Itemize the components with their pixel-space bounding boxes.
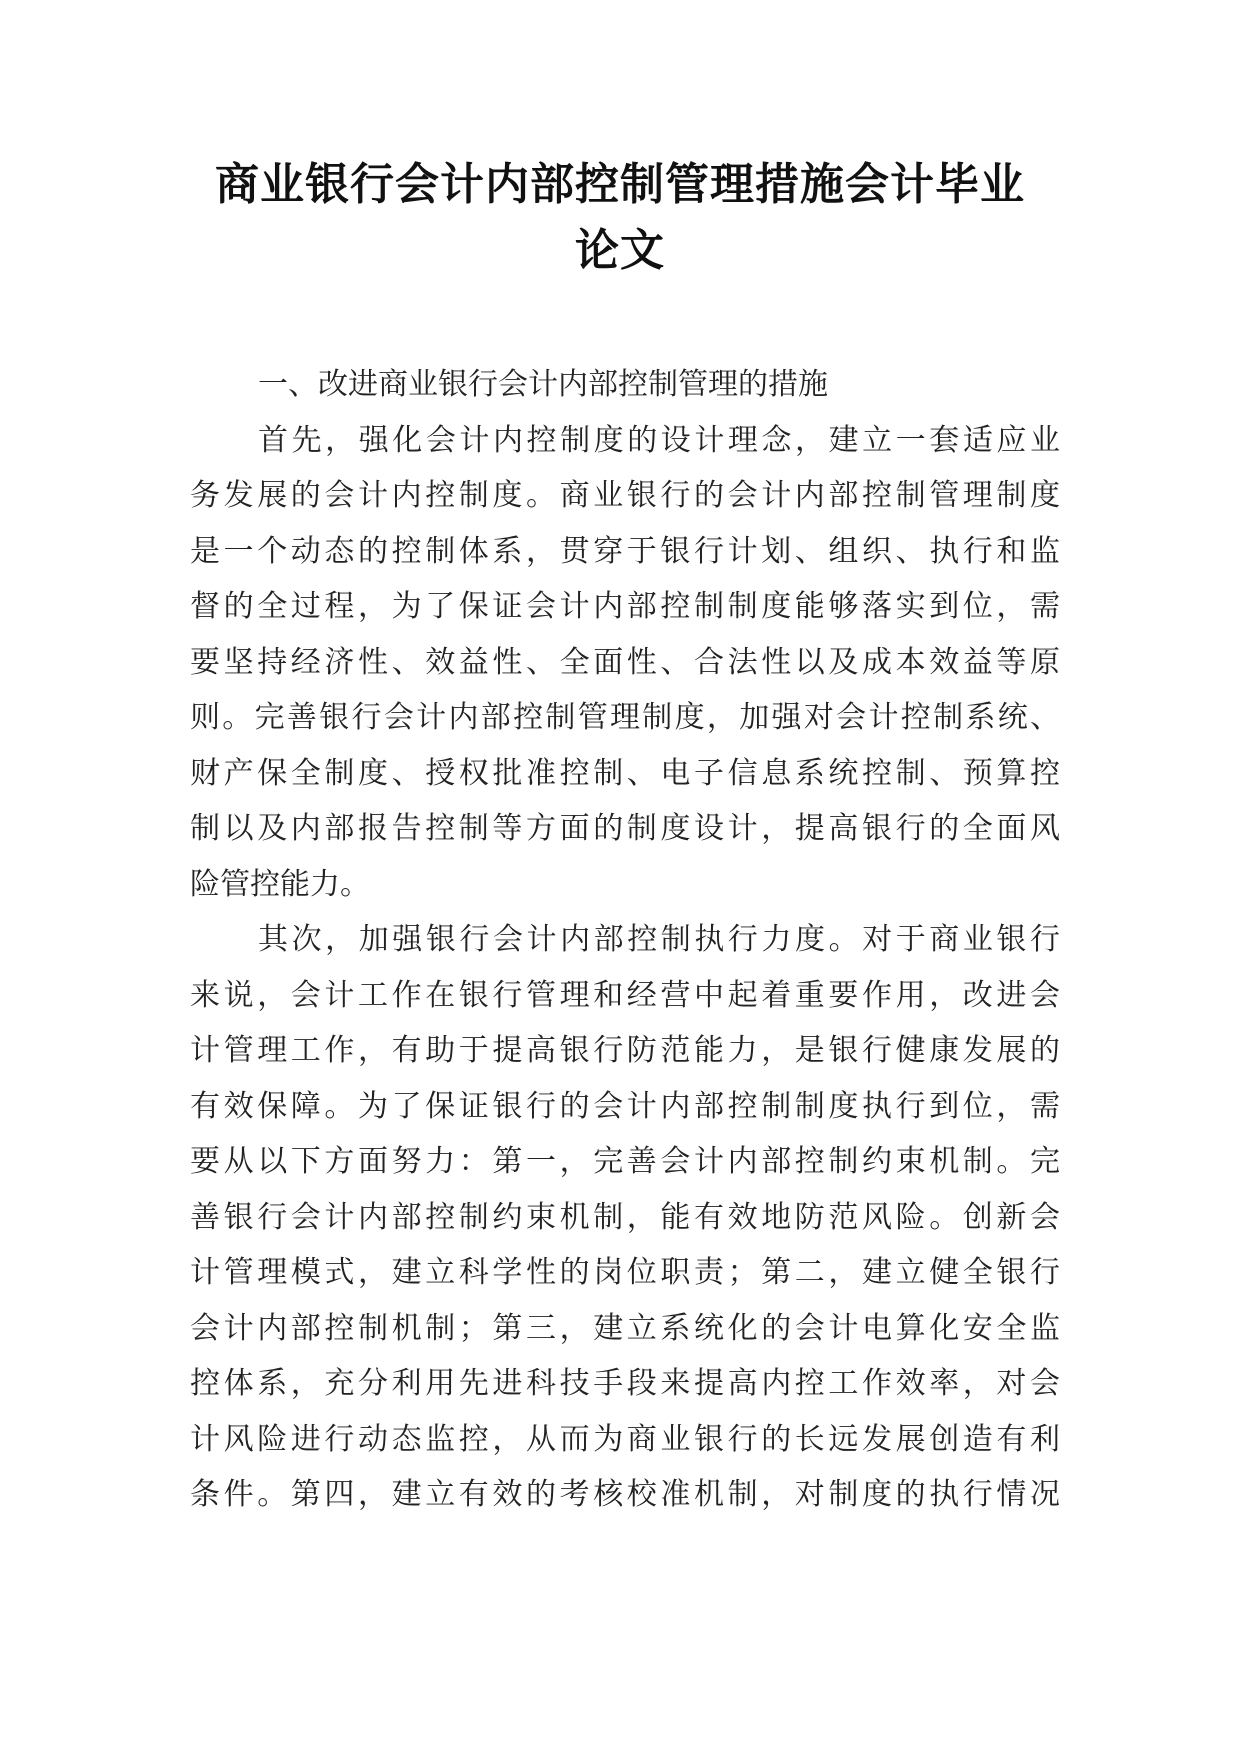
document-title (180, 152, 1060, 284)
document-body (190, 357, 1060, 1523)
title-line-2: 论文 (575, 225, 665, 276)
title-line-1: 商业银行会计内部控制管理措施会计毕业 (215, 159, 1025, 210)
paragraph-line: 财产保全制度、授权批准控制、电子信息系统控制、预算控 (190, 755, 1060, 791)
paragraph-2 (190, 912, 1060, 1523)
paragraph-line: 险管控能力。 (190, 866, 370, 902)
paragraph-line: 则。完善银行会计内部控制管理制度，加强对会计控制系统、 (190, 700, 1060, 735)
paragraph-line: 计管理模式，建立科学性的岗位职责；第二，建立健全银行 (190, 1255, 1060, 1290)
paragraph-line: 要从以下方面努力：第一，完善会计内部控制约束机制。完 (190, 1144, 1060, 1179)
paragraph-line: 要坚持经济性、效益性、全面性、合法性以及成本效益等原 (190, 644, 1060, 680)
paragraph-line: 督的全过程，为了保证会计内部控制制度能够落实到位，需 (190, 589, 1060, 624)
section-heading: 一、改进商业银行会计内部控制管理的措施 (258, 367, 828, 402)
paragraph-line: 计管理工作，有助于提高银行防范能力，是银行健康发展的 (190, 1033, 1060, 1068)
paragraph-1 (190, 413, 1060, 913)
paragraph-line: 制以及内部报告控制等方面的制度设计，提高银行的全面风 (190, 811, 1060, 846)
paragraph-line: 条件。第四，建立有效的考核校准机制，对制度的执行情况 (190, 1477, 1060, 1512)
paragraph-line: 务发展的会计内控制度。商业银行的会计内部控制管理制度 (190, 478, 1060, 513)
paragraph-line: 首先，强化会计内控制度的设计理念，建立一套适应业 (258, 422, 1060, 458)
paragraph-line: 其次，加强银行会计内部控制执行力度。对于商业银行 (258, 922, 1060, 957)
paragraph-line: 控体系，充分利用先进科技手段来提高内控工作效率，对会 (190, 1366, 1060, 1401)
paragraph-line: 是一个动态的控制体系，贯穿于银行计划、组织、执行和监 (190, 533, 1060, 569)
paragraph-line: 有效保障。为了保证银行的会计内部控制制度执行到位，需 (190, 1088, 1060, 1124)
paragraph-line: 会计内部控制机制；第三，建立系统化的会计电算化安全监 (190, 1310, 1060, 1346)
paragraph-line: 计风险进行动态监控，从而为商业银行的长远发展创造有利 (190, 1421, 1060, 1457)
paragraph-line: 来说，会计工作在银行管理和经营中起着重要作用，改进会 (190, 977, 1060, 1013)
paragraph-line: 善银行会计内部控制约束机制，能有效地防范风险。创新会 (190, 1199, 1060, 1235)
